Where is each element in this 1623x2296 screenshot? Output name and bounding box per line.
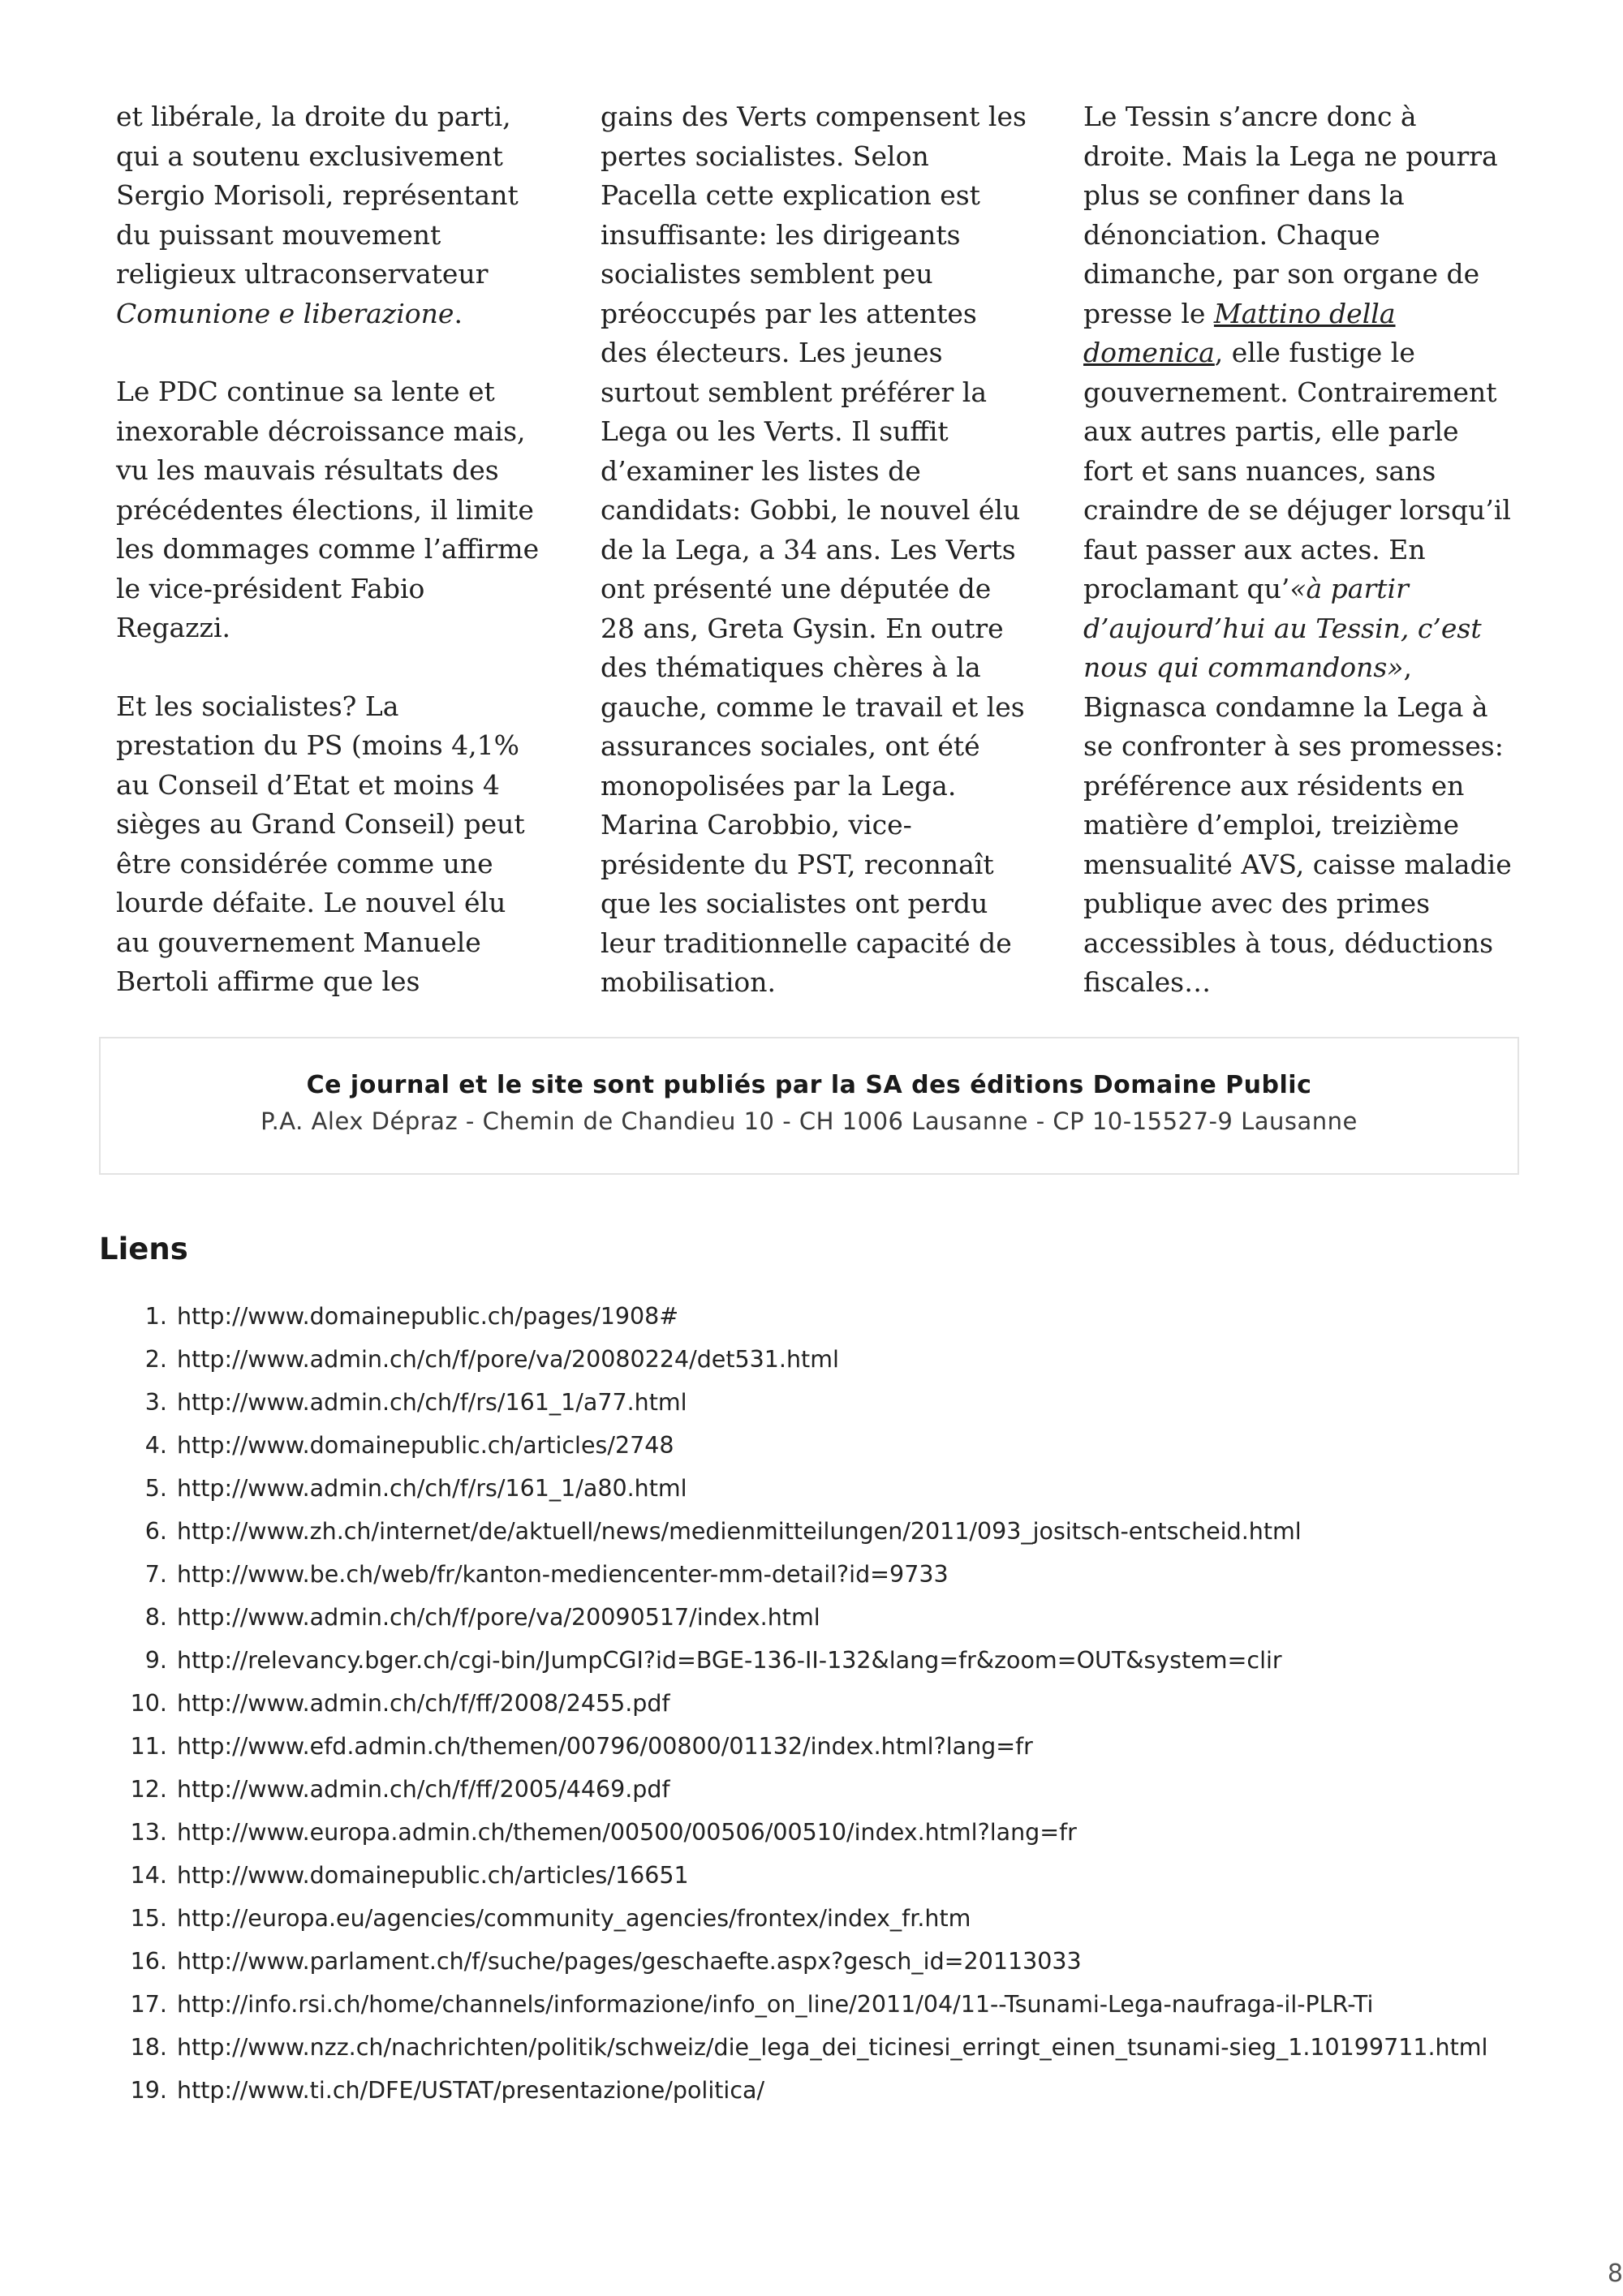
links-heading: Liens	[99, 1232, 188, 1266]
link-url[interactable]: http://info.rsi.ch/home/channels/informazione/info_on_line/2011/04/11--Tsunami-Lega-naufraga-il-PLR-Ti	[177, 1991, 1374, 2018]
link-number: 2.	[144, 1346, 167, 1373]
link-url[interactable]: http://www.be.ch/web/fr/kanton-mediencenter-mm-detail?id=9733	[177, 1561, 949, 1588]
link-number: 18.	[130, 2034, 167, 2061]
quote: «à partir d’aujourd’hui au Tessin, c’est nous qui commandons»	[1083, 573, 1482, 683]
link-number: 1.	[144, 1303, 167, 1330]
link-number: 5.	[144, 1475, 167, 1502]
link-url[interactable]: http://www.efd.admin.ch/themen/00796/00800/01132/index.html?lang=fr	[177, 1733, 1033, 1760]
link-number: 3.	[144, 1389, 167, 1416]
link-url[interactable]: http://www.admin.ch/ch/f/ff/2005/4469.pdf	[177, 1776, 670, 1803]
link-number: 13.	[130, 1819, 167, 1846]
link-number: 7.	[144, 1561, 167, 1588]
link-url[interactable]: http://www.admin.ch/ch/f/ff/2008/2455.pdf	[177, 1690, 670, 1717]
link-url[interactable]: http://www.admin.ch/ch/f/pore/va/20090517/index.html	[177, 1604, 820, 1631]
link-url[interactable]: http://www.domainepublic.ch/articles/2748	[177, 1432, 674, 1459]
link-number: 15.	[130, 1905, 167, 1932]
paragraph	[116, 97, 546, 333]
link-number: 8.	[144, 1604, 167, 1631]
link-item	[122, 1470, 1518, 1507]
paragraph: Et les socialistes? La prestation du PS (moins 4,1% au Conseil d’Etat et moins 4 sièges au Grand Conseil) peut être considérée comme une lourde défaite. Le nouvel élu au gouvernement Manuele Bertoli affirme que les	[116, 690, 525, 997]
link-item	[122, 1900, 1518, 1937]
link-url[interactable]: http://www.parlament.ch/f/suche/pages/geschaefte.aspx?gesch_id=20113033	[177, 1948, 1082, 1975]
paragraph-text: et libérale, la droite du parti, qui a soutenu exclusivement Sergio Morisoli, représentant du puissant mouvement religieux ultraconservateur	[116, 101, 519, 290]
links-list	[122, 1298, 1518, 2115]
paragraph-text: .	[454, 297, 463, 329]
link-number: 9.	[144, 1647, 167, 1674]
link-number: 10.	[130, 1690, 167, 1717]
link-url[interactable]: http://www.domainepublic.ch/articles/16651	[177, 1862, 689, 1889]
link-item	[122, 1986, 1518, 2023]
link-item	[122, 1857, 1518, 1894]
link-item	[122, 1427, 1518, 1464]
paragraph	[1083, 97, 1513, 1003]
paragraph-text: , Bignasca condamne la Lega à se confronter à ses promesses: préférence aux résidents en matière d’emploi, treizième mensualité AVS, caisse maladie publique avec des primes accessibles à tous, déductions fiscales…	[1083, 651, 1512, 998]
newspaper-link[interactable]: Mattino della domenica	[1083, 297, 1396, 368]
link-item	[122, 1771, 1518, 1808]
link-item	[122, 1384, 1518, 1421]
link-item	[122, 1943, 1518, 1980]
link-item	[122, 2072, 1518, 2109]
link-url[interactable]: http://relevancy.bger.ch/cgi-bin/JumpCGI?id=BGE-136-II-132&lang=fr&zoom=OUT&system=clir	[177, 1647, 1282, 1674]
article-column-1	[116, 97, 546, 1041]
link-item	[122, 1556, 1518, 1593]
link-number: 11.	[130, 1733, 167, 1760]
page-number: 8	[1607, 2259, 1623, 2288]
link-item	[122, 1685, 1518, 1722]
link-url[interactable]: http://www.admin.ch/ch/f/rs/161_1/a77.html	[177, 1389, 687, 1416]
paragraph: gains des Verts compensent les pertes socialistes. Selon Pacella cette explication est insuffisante: les dirigeants socialistes semblent peu préoccupés par les attentes des électeurs. Les jeunes surtout semblent préférer la Lega ou les Verts. Il suffit d’examiner les listes de candidats: Gobbi, le nouvel élu de la Lega, a 34 ans. Les Verts ont présenté une députée de 28 ans, Greta Gysin. En outre des thématiques chères à la gauche, comme le travail et les assurances sociales, ont été monopolisées par la Lega. Marina Carobbio, vice-présidente du PST, reconnaît que les socialistes ont perdu leur traditionnelle capacité de mobilisation.	[601, 101, 1027, 998]
link-item	[122, 2029, 1518, 2066]
paragraph: Le PDC continue sa lente et inexorable décroissance mais, vu les mauvais résultats des précédentes élections, il limite les dommages comme l’affirme le vice-président Fabio Regazzi.	[116, 376, 540, 643]
link-number: 19.	[130, 2077, 167, 2104]
link-url[interactable]: http://www.nzz.ch/nachrichten/politik/schweiz/die_lega_dei_ticinesi_erringt_einen_tsunami-sieg_1.10199711.html	[177, 2034, 1488, 2061]
link-item	[122, 1298, 1518, 1335]
link-item	[122, 1728, 1518, 1765]
link-url[interactable]: http://www.domainepublic.ch/pages/1908#	[177, 1303, 679, 1330]
link-item	[122, 1341, 1518, 1378]
link-number: 4.	[144, 1432, 167, 1459]
link-item	[122, 1599, 1518, 1636]
movement-name: Comunione e liberazione	[116, 297, 454, 329]
link-url[interactable]: http://www.europa.admin.ch/themen/00500/00506/00510/index.html?lang=fr	[177, 1819, 1077, 1846]
link-number: 17.	[130, 1991, 167, 2018]
link-number: 12.	[130, 1776, 167, 1803]
link-url[interactable]: http://europa.eu/agencies/community_agencies/frontex/index_fr.htm	[177, 1905, 971, 1932]
link-item	[122, 1814, 1518, 1851]
link-item	[122, 1513, 1518, 1550]
link-url[interactable]: http://www.admin.ch/ch/f/rs/161_1/a80.html	[177, 1475, 687, 1502]
link-number: 6.	[144, 1518, 167, 1545]
link-url[interactable]: http://www.zh.ch/internet/de/aktuell/news/medienmitteilungen/2011/093_jositsch-entscheid.html	[177, 1518, 1302, 1545]
paragraph-text: , elle fustige le gouvernement. Contrairement aux autres partis, elle parle fort et sans nuances, sans craindre de se déjuger lorsqu’il faut passer aux actes. En proclamant qu’	[1083, 337, 1511, 604]
article-column-2	[601, 97, 1031, 1042]
publisher-title: Ce journal et le site sont publiés par la SA des éditions Domaine Public	[306, 1071, 1312, 1099]
link-number: 16.	[130, 1948, 167, 1975]
link-url[interactable]: http://www.admin.ch/ch/f/pore/va/20080224/det531.html	[177, 1346, 839, 1373]
link-number: 14.	[130, 1862, 167, 1889]
publisher-box	[99, 1037, 1519, 1175]
article-column-3	[1083, 97, 1513, 1042]
link-url[interactable]: http://www.ti.ch/DFE/USTAT/presentazione/politica/	[177, 2077, 765, 2104]
link-item	[122, 1642, 1518, 1679]
publisher-address: P.A. Alex Dépraz - Chemin de Chandieu 10 - CH 1006 Lausanne - CP 10-15527-9 Lausanne	[260, 1107, 1358, 1135]
paragraph-text: Le Tessin s’ancre donc à droite. Mais la Lega ne pourra plus se confiner dans la dénonciation. Chaque dimanche, par son organe de presse le	[1083, 101, 1498, 329]
